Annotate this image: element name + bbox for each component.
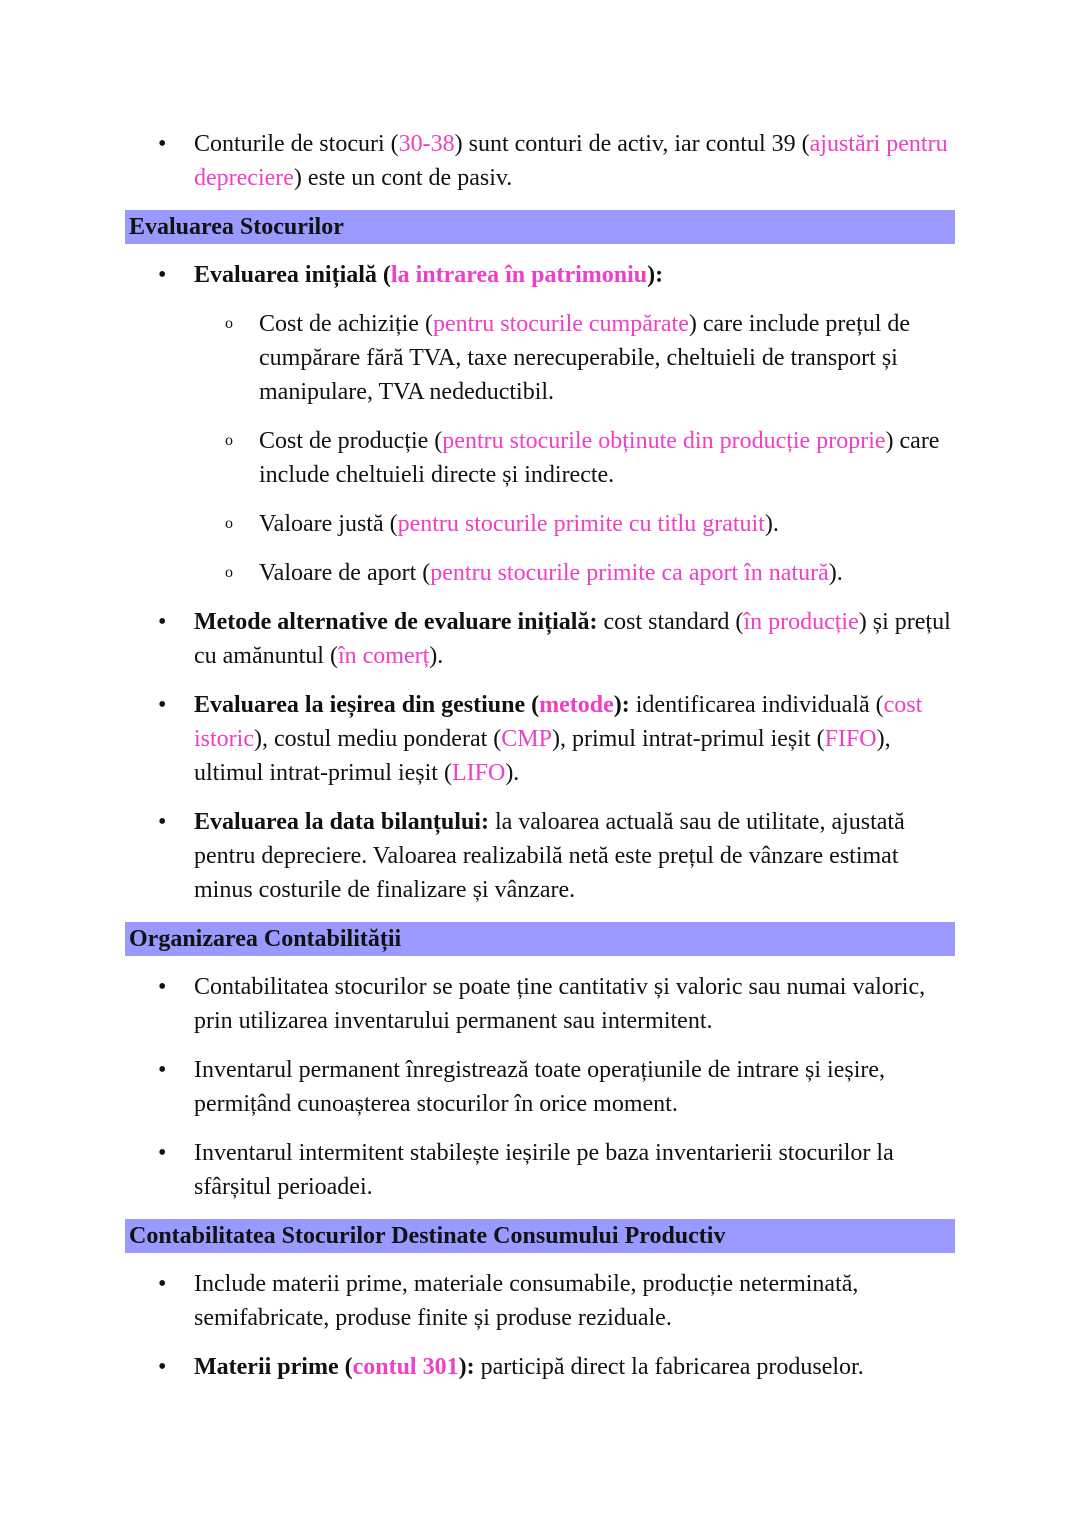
text-segment: Evaluarea inițială ( xyxy=(194,262,391,288)
highlighted-text: metode xyxy=(539,692,614,718)
bullet-icon: • xyxy=(158,1271,167,1297)
bullet-icon: • xyxy=(158,1354,167,1380)
text-segment: Evaluarea Stocurilor xyxy=(129,214,344,240)
text-segment: ). xyxy=(828,560,843,586)
highlighted-text: CMP xyxy=(501,726,552,752)
text-segment: ), costul mediu ponderat ( xyxy=(254,726,502,752)
bullet-icon: • xyxy=(158,262,167,288)
text-segment: ) care include cheltuieli directe și indirecte. xyxy=(259,428,940,488)
highlighted-text: la intrarea în patrimoniu xyxy=(390,262,648,288)
text-segment: Cost de achiziție ( xyxy=(259,311,433,337)
text-segment: ) care include prețul de cumpărare fără TVA, taxe nerecuperabile, cheltuieli de transport și manipulare, TVA nedeductibil. xyxy=(259,311,911,405)
highlighted-text: în comerț xyxy=(337,643,430,669)
text-segment: identificarea individuală ( xyxy=(629,692,884,718)
highlighted-text: contul 301 xyxy=(352,1354,459,1380)
text-segment: ). xyxy=(505,760,520,786)
bullet-icon: • xyxy=(158,131,167,157)
text-segment: Cost de producție ( xyxy=(259,428,443,454)
bullet-icon: • xyxy=(158,974,167,1000)
text-segment: Contabilitatea stocurilor se poate ține cantitativ și valoric sau numai valoric, prin utilizarea inventarului permanent sau intermitent. xyxy=(194,974,926,1034)
list-item xyxy=(125,805,955,907)
text-segment: participă direct la fabricarea produselor. xyxy=(474,1354,864,1380)
text-segment: Metode alternative de evaluare inițială: xyxy=(194,609,598,635)
highlighted-text: LIFO xyxy=(451,760,506,786)
highlighted-text: pentru stocurile obținute din producție proprie xyxy=(442,428,886,454)
highlighted-text: 30-38 xyxy=(398,131,455,157)
bullet-icon: • xyxy=(158,692,167,718)
text-segment: Inventarul intermitent stabilește ieșirile pe baza inventarierii stocurilor la sfârșitul perioadei. xyxy=(194,1140,894,1200)
text-segment: Include materii prime, materiale consumabile, producție neterminată, semifabricate, produse finite și produse reziduale. xyxy=(194,1271,859,1331)
text-segment: la valoarea actuală sau de utilitate, ajustată pentru depreciere. Valoarea realizabilă netă este prețul de vânzare estimat minus costurile de finalizare și vânzare. xyxy=(194,809,905,903)
highlighted-text: cost istoric xyxy=(194,692,923,752)
list-item xyxy=(125,258,955,292)
circle-bullet-icon: o xyxy=(225,515,233,532)
text-segment: Evaluarea la ieșirea din gestiune ( xyxy=(194,692,540,718)
sub-list-item xyxy=(125,424,955,492)
list-item xyxy=(125,1053,955,1121)
text-segment: Conturile de stocuri ( xyxy=(194,131,399,157)
text-segment: ), primul intrat-primul ieșit ( xyxy=(551,726,825,752)
text-segment: Organizarea Contabilității xyxy=(129,926,402,952)
circle-bullet-icon: o xyxy=(225,564,233,581)
text-segment: cost standard ( xyxy=(597,609,744,635)
highlighted-text: în producție xyxy=(743,609,859,635)
text-segment: ), ultimul intrat-primul ieșit ( xyxy=(194,726,891,786)
text-segment: ) și prețul cu amănuntul ( xyxy=(194,609,951,669)
text-segment: Valoare justă ( xyxy=(259,511,398,537)
text-segment: Contabilitatea Stocurilor Destinate Consumului Productiv xyxy=(129,1223,726,1249)
section-heading xyxy=(125,1219,955,1253)
text-segment: ) este un cont de pasiv. xyxy=(293,165,513,191)
highlighted-text: pentru stocurile primite cu titlu gratuit xyxy=(397,511,765,537)
section-heading xyxy=(125,210,955,244)
highlighted-text: ajustări pentru depreciere xyxy=(194,131,948,191)
list-item xyxy=(125,605,955,673)
document-page xyxy=(125,127,955,1399)
text-segment: ) sunt conturi de activ, iar contul 39 ( xyxy=(454,131,810,157)
bullet-icon: • xyxy=(158,809,167,835)
text-segment: ): xyxy=(647,262,664,288)
bullet-icon: • xyxy=(158,1057,167,1083)
highlighted-text: pentru stocurile cumpărate xyxy=(432,311,689,337)
bullet-icon: • xyxy=(158,609,167,635)
list-item xyxy=(125,970,955,1038)
circle-bullet-icon: o xyxy=(225,432,233,449)
list-item xyxy=(125,1350,955,1384)
list-item xyxy=(125,688,955,790)
text-segment: Valoare de aport ( xyxy=(259,560,431,586)
text-segment: Inventarul permanent înregistrează toate operațiunile de intrare și ieșire, permițând cunoașterea stocurilor în orice moment. xyxy=(194,1057,886,1117)
text-segment: ). xyxy=(764,511,779,537)
text-segment: ): xyxy=(458,1354,475,1380)
circle-bullet-icon: o xyxy=(225,315,233,332)
list-item xyxy=(125,127,955,195)
bullet-icon: • xyxy=(158,1140,167,1166)
highlighted-text: FIFO xyxy=(824,726,877,752)
text-segment: Evaluarea la data bilanțului: xyxy=(194,809,489,835)
text-segment: ): xyxy=(613,692,630,718)
sub-list-item xyxy=(125,507,955,541)
sub-list-item xyxy=(125,307,955,409)
section-heading xyxy=(125,922,955,956)
text-segment: ). xyxy=(429,643,444,669)
highlighted-text: pentru stocurile primite ca aport în natură xyxy=(430,560,829,586)
list-item xyxy=(125,1267,955,1335)
list-item xyxy=(125,1136,955,1204)
text-segment: Materii prime ( xyxy=(194,1354,353,1380)
sub-list-item xyxy=(125,556,955,590)
